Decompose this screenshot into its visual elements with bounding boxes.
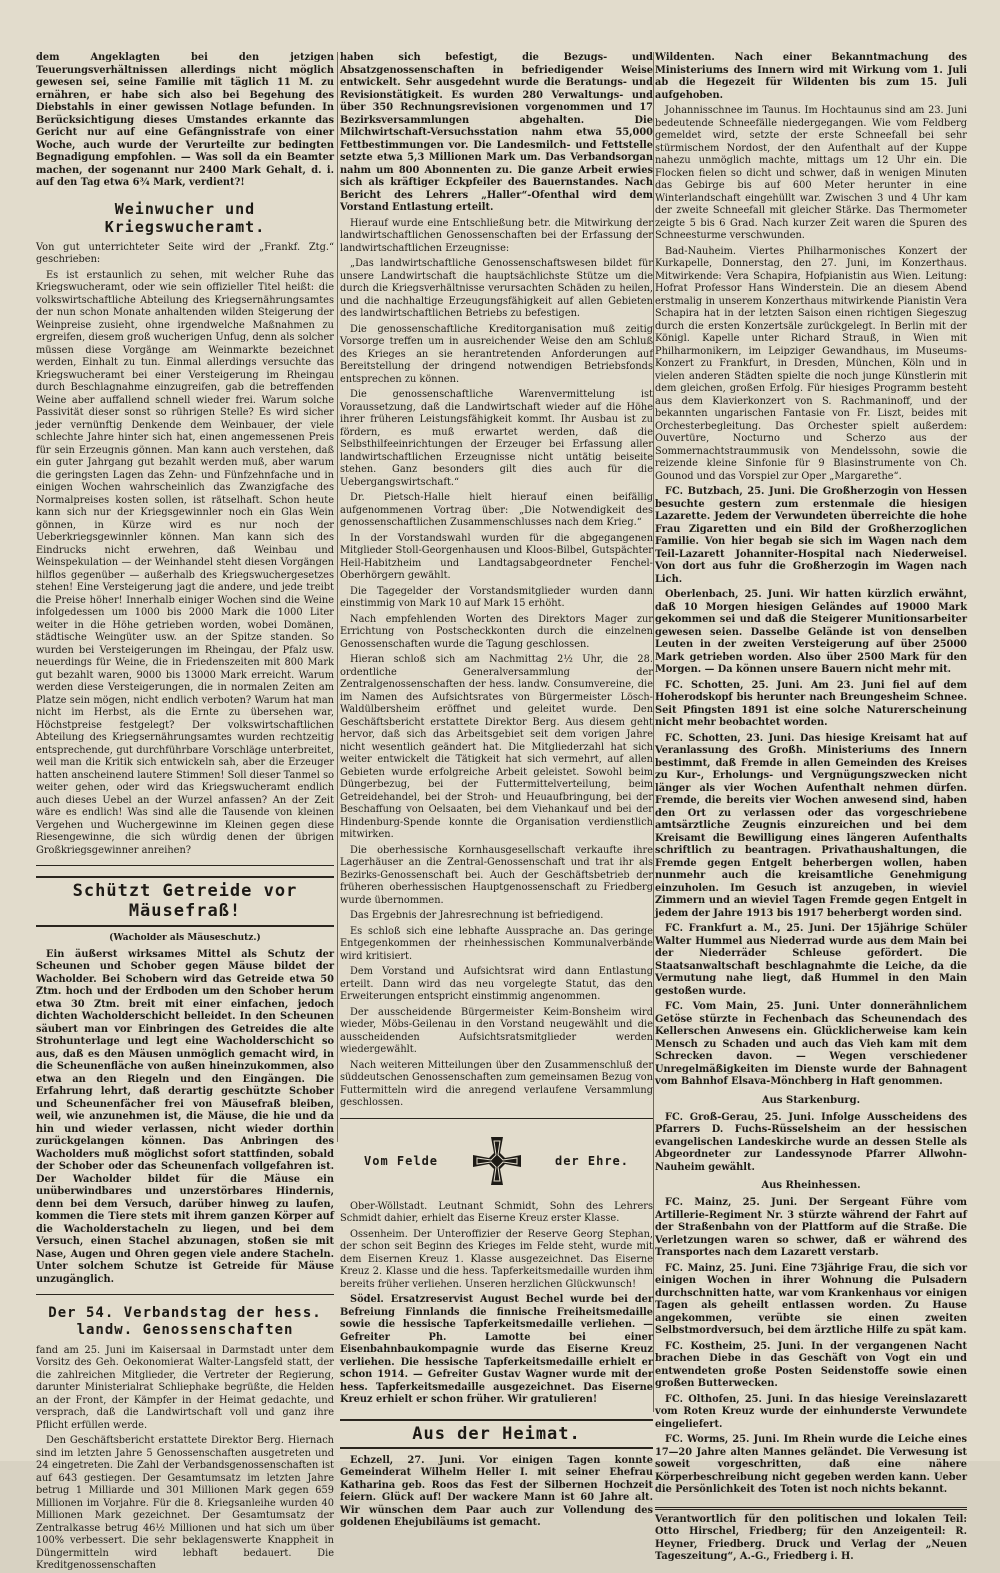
article-text: Es ist erstaunlich zu sehen, mit welcher Ruhe das Kriegswucheramt, oder wie sein offizieller Titel heißt: die volkswirtschaftliche Abteilung des Kriegsernährungsamtes der nun schon Monate anhaltenden wilden Steigerung der Weinpreise zusieht, ohne irgendwelche Maßnahmen zu ergreifen, diesem groß wucherigen Unfug, denn als solcher müssen diese Vorgänge am Weinmarkte bezeichnet werden, Einhalt zu tun. Einmal allerdings versuchte das Kriegswucheramt bei einer Versteigerung im Rheingau durch Beschlagnahme einzugreifen, gab die betreffenden Weine aber auffallend schnell wieder frei. Warum solche Passivität dieser sonst so rührigen Stelle? Es wird sicher jeder vernünftig Denkende dem Weinbauer, der viele schlechte Jahre hinter sich hat, einen angemessenen Preis für sein Erzeugnis gönnen. Man kann auch verstehen, daß ein guter Jahrgang gut bezahlt werden muß, aber warum die geringsten Lagen das Zehn- und Fünfzehnfache und in einigen Wochen wahrscheinlich das Zwanzigfache des Normalpreises kosten sollen, ist rätselhaft. Schon heute kann sich nur der Kriegsgewinnler noch ein Glas Wein gönnen, in Kürze wird es nur noch der Ueberkriegsgewinnler können. Man kann sich des Eindrucks nicht erwehren, daß Weinbau und Weinspekulation — der Weinhandel steht diesen Vorgängen hilflos gegenüber — außerhalb des Kriegswuchergesetzes stehen! Eine Versteigerung jagt die andere, und jede treibt die Preise höher! Innerhalb einiger Wochen sind die Weine infolgedessen um 1000 bis 2000 Mark die 1000 Liter weiter in die Höhe getrieben worden, wobei Domänen, städtische Weingüter usw. an der Spitze standen. So wurden bei Versteigerungen im Rheingau, der Pfalz usw. neuerdings für Weine, die in Friedenszeiten mit 800 Mark gut bezahlt waren, 9000 bis 13000 Mark erreicht. Warum werden diese Versteigerungen, die in normalen Zeiten am Platze sein mögen, nicht endlich verboten? Warum hat man nicht im Herbst, als die Ernte zu übersehen war, Höchstpreise festgelegt? Der volkswirtschaftlichen Abteilung des Kriegsernährungsamtes wurden rechtzeitig entsprechende, gut durchführbare Vorschläge unterbreitet, weil man die Kritik sich entwickeln sah, aber die Erzeuger hatten anscheinend lautere Stimmen! Soll dieser Tanmel so weiter gehen, oder wird das Kriegswucheramt endlich auch dieses Uebel an der Wurzel anfassen? An der Zeit wäre es endlich! Was sind alle die Tausende von kleinen Vergehen und Wuchergewinne im Kleinen gegen diese Riesengewinne, die sich würdig denen der übrigen Großkriegsgewinner anreihen? — [36, 269, 334, 856]
imprint: Verantwortlich für den politischen und lokalen Teil: Otto Hirschel, Friedberg; für den Anzeigenteil: R. Heyner, Friedberg. Druck und Verlag der „Neuen Tageszeitung“, A.-G., Friedberg i. H. — [655, 1513, 967, 1562]
article-text: In der Vorstandswahl wurden für die abgegangenen Mitglieder Stoll-Georgenhausen und Kloos-Bilbel, Gutspächter Heil-Habitzheim und Landtagsabgeordneter Fenchel-Oberhörgern gewählt. — [340, 532, 653, 581]
news-item: Bad-Nauheim. Viertes Philharmonisches Konzert der Kurkapelle, Donnerstag, den 27. Juni, im Konzerthaus. Mitwirkende: Vera Schapira, Hofpianistin aus Wien. Leitung: Hofrat Professor Hans Winderstein. Die an diesem Abend erstmalig in unserem Konzerthaus mitwirkende Pianistin Vera Schapira hat in der letzten Saison einen richtigen Siegeszug durch die ersten Konzertsäle zurückgelegt. In Berlin mit der Königl. Kapelle unter Richard Strauß, in Wien mit Philharmonikern, im Leipziger Gewandhaus, im Museums-Konzert zu Frankfurt, in Dresden, München, Köln und in vielen anderen Städten spielte die noch junge Künstlerin mit dem gleichen, großen Erfolg. Für hiesiges Programm besteht aus dem Klavierkonzert von S. Rachmaninoff, und der bekannten ungarischen Fantasie von Fr. Liszt, beides mit Orchesterbegleitung. Das Orchester spielt außerdem: Ouvertüre, Nocturno und Scherzo aus der Sommernachtstraummusik von Mendelssohn, sowie die reizende kleine Sinfonie für 9 Blasinstrumente von Ch. Gounod und das Vorspiel zur Oper „Margarethe“. — [655, 245, 967, 482]
subheadline: (Wacholder als Mäuseschutz.) — [109, 932, 261, 943]
news-item: FC. Worms, 25. Juni. Im Rhein wurde die Leiche eines 17—20 Jahre alten Mannes geländet. Die Verwesung ist soweit vorgeschritten, daß eine nähere Körperbeschreibung nicht gegeben werden kann. Ueber die Persönlichkeit des Toten ist noch nichts bekannt. — [655, 1434, 967, 1495]
news-item: FC. Groß-Gerau, 25. Juni. Infolge Ausscheidens des Pfarrers D. Fuchs-Rüsselsheim an der hessischen evangelischen Landeskirche wurde an dessen Stelle als Abgeordneter zur Landessynode Pfarrer Allwohn-Nauheim gewählt. — [655, 1111, 967, 1173]
section-rule — [36, 865, 334, 866]
article-text: Nach weiteren Mitteilungen über den Zusammenschluß der süddeutschen Genossenschaften zum gemeinsamen Bezug von Futtermitteln wird die anregend verlaufene Versammlung geschlossen. — [340, 1059, 653, 1108]
column-middle — [340, 52, 653, 1529]
news-item: FC. Olthofen, 25. Juni. In das hiesige Vereinslazarett vom Roten Kreuz wurde der einhunderste Verwundete eingeliefert. — [655, 1393, 967, 1430]
news-item: Wildenten. Nach einer Bekanntmachung des Ministeriums des Innern wird mit Wirkung vom 1. Juli ab die Hegezeit für Wildenten bis zum 15. Juli aufgehoben. — [655, 52, 967, 101]
article-text: „Das landwirtschaftliche Genossenschaftswesen bildet für unsere Landwirtschaft die hauptsächlichste Stütze um die durch die Kriegsverhältnisse verursachten Schäden zu heilen, und die nachhaltige Erzeugungsfähigkeit auf allen Gebieten des landwirtschaftlichen Betriebs zu befestigen. — [340, 258, 653, 319]
news-item: Oberlenbach, 25. Juni. Wir hatten kürzlich erwähnt, daß 10 Morgen hiesigen Geländes auf 19000 Mark gekommen sei und daß die Steigerer Munitionsarbeiter gewesen seien. Dasselbe Gelände ist von denselben Leuten in der zweiten Versteigerung auf über 25000 Mark getrieben worden. Also über 2500 Mark für den Morgen. — Da können unsere Bauern nicht mehr mit. — [655, 589, 967, 675]
article-text: Von gut unterrichteter Seite wird der „Frankf. Ztg.“ geschrieben: — [36, 241, 334, 265]
ehre-title-right: der Ehre. — [554, 1153, 629, 1168]
news-item: FC. Mainz, 25. Juni. Eine 73jährige Frau, die sich vor einigen Wochen in ihrer Wohnung die Pulsadern durchschnitten hatte, war vom Krankenhaus vor einigen Tagen als geheilt entlassen worden. Zu Hause angekommen, verübte sie einen zweiten Selbstmordversuch, bei dem ärztliche Hilfe zu spät kam. — [655, 1262, 967, 1336]
article-text: fand am 25. Juni im Kaisersaal in Darmstadt unter dem Vorsitz des Geh. Oekonomierat Walter-Langsfeld statt, der die zahlreichen Mitglieder, die Vertreter der Regierung, darunter Ministerialrat Schliephake begrüßte, die Helden an der Front, der Kämpfer in der Heimat gedachte, und versprach, daß die Landwirtschaft voll und ganz ihre Pflicht erfüllen werde. — [36, 1344, 334, 1431]
article-text: Das Ergebnis der Jahresrechnung ist befriedigend. — [350, 910, 604, 921]
news-item: FC. Schotten, 25. Juni. Am 23. Juni fiel auf dem Hoherodskopf bis herunter nach Breungesheim Schnee. Seit Pfingsten 1891 ist eine solche Naturerscheinung nicht mehr beobachtet worden. — [655, 679, 967, 728]
article-text: Dr. Pietsch-Halle hielt hierauf einen beifällig aufgenommenen Vortrag über: „Die Notwendigkeit des genossenschaftlichen Zusammenschlusses nach dem Krieg.“ — [340, 492, 653, 528]
section-heading-starkenburg: Aus Starkenburg. — [761, 1094, 861, 1106]
article-text: Dem Vorstand und Aufsichtsrat wird dann Entlastung erteilt. Dann wird das neu vorgelegte Statut, das den Erweiterungen entspricht einstimmig angenommen. — [340, 966, 653, 1002]
article-text: Die genossenschaftliche Warenvermittelung ist Voraussetzung, daß die Landwirtschaft wieder auf die Höhe ihrer früheren Leistungsfähigkeit kommt. Ihr Ausbau ist zu fördern, es muß erwartet werden, daß die Selbsthilfeeinrichtungen der Erzeuger bei Erfassung aller landwirtschaftlichen Erzeugnisse nicht untätig beiseite stehen. Ganz besonders gilt dies auch für die Uebergangswirtschaft.“ — [340, 389, 653, 488]
article-text: Ein äußerst wirksames Mittel als Schutz der Scheunen und Schober gegen Mäuse bildet der Wacholder. Bei Schobern wird das Getreide etwa 50 Ztm. hoch und der Erdboden um den Schober herum etwa 30 Ztm. breit mit einer einfachen, jedoch dichten Wacholderschicht belleidet. In den Scheunen säubert man vor Einbringen des Getreides die alte Strohunterlage und legt eine Wacholderschicht so aus, daß es den Mäusen unmöglich gemacht wird, in die Scheunenfläche von außen hineinzukommen, also etwa an den Riegeln und den Eingängen. Die Erfahrung lehrt, daß derartig geschützte Schober und Scheunenfächer frei von Mäusefraß bleiben, weil, wie anzunehmen ist, die Mäuse, die hie und da hin und wieder verlassen, nicht wieder dorthin zurückgelangen können. Das Anbringen des Wacholders muß möglichst sofort stattfinden, sobald der Schober oder das Scheunenfach vollgefahren ist. Der Wacholder bildet für die Mäuse ein unüberwindbares und unzerstörbares Hindernis, denn bei dem Versuch, darüber hinweg zu laufen, kommen die Tiere stets mit ihrem ganzen Körper auf die Wacholderstacheln zu liegen, und bei dem Versuch, einen Stachel abzunagen, stoßen sie mit Nase, Augen und Ohren gegen viele andere Stacheln. Unter solchem Schutze ist Getreide für Mäuse unzugänglich. — [36, 948, 334, 1285]
article-text: Den Geschäftsbericht erstattete Direktor Berg. Hiernach sind im letzten Jahre 5 Genossenschaften ausgetreten und 24 eingetreten. Die Zahl der Verbandsgenossenschaften ist auf 643 gestiegen. Der Gesamtumsatz im letzten Jahre betrug 1 Milliarde und 301 Millionen Mark gegen 659 Millionen im Vorjahre. Für die 8. Kriegsanleihe wurden 40 Millionen Mark gezeichnet. Der Gesamtumsatz der Zentralkasse betrug 46½ Millionen und hat sich um über 100% verbessert. Die sehr beklagenswerte Knappheit in Düngermitteln wird lebhaft bedauert. Die Kreditgenossenschaften — [36, 1435, 334, 1572]
article-text: Der ausscheidende Bürgermeister Keim-Bonsheim wird wieder, Möbs-Geilenau in den Vorstand neugewählt und die ausscheidenden Aufsichtsratsmitglieder werden wiedergewählt. — [340, 1006, 653, 1055]
headline-schuetzt-getreide: Schützt Getreide vor Mäusefraß! — [36, 876, 334, 927]
headline-aus-der-heimat: Aus der Heimat. — [340, 1419, 653, 1449]
news-item: FC. Mainz, 25. Juni. Der Sergeant Führe vom Artillerie-Regiment Nr. 3 stürzte während der Fahrt auf der Straßenbahn von der Plattform auf die Straße. Die Verletzungen waren so schwer, daß er während des Transportes nach dem Lazarett verstarb. — [655, 1197, 967, 1258]
article-text: haben sich befestigt, die Bezugs- und Absatzgenossenschaften in befriedigender Weise entwickelt. Sehr ausgedehnt wurde die Beratungs- und Revisionstätigkeit. Es wurden 280 Verwaltungs- und über 350 Rechnungsrevisionen vorgenommen und 17 Bezirksversammlungen abgehalten. Die Milchwirtschaft-Versuchsstation nahm etwa 55,000 Fettbestimmungen vor. Die Landesmilch- und Fettstelle setzte etwa 5,3 Millionen Mark um. Das Verbandsorgan nahm um 800 Abonnenten zu. Die ganze Arbeit erwies sich als kräftiger Eckpfeiler des Bauernstandes. Nach Bericht des Lehrers „Haller“-Ofenthal wird dem Vorstand Entlastung erteilt. — [340, 52, 653, 213]
news-item: FC. Vom Main, 25. Juni. Unter donnerähnlichem Getöse stürzte in Fechenbach das Scheunendach des Kellerschen Anwesens ein. Glücklicherweise kam kein Mensch zu Schaden und auch das Vieh kam mit dem Schrecken davon. — Wegen verschiedener Unregelmäßigkeiten im Dienste wurde der Bahnagent vom Bahnhof Elsava-Mönchberg in Haft genommen. — [655, 1001, 967, 1087]
headline-verbandstag: Der 54. Verbandstag der hess. landw. Genossenschaften — [48, 1305, 322, 1339]
ehre-title-left: Vom Felde — [364, 1153, 439, 1168]
article-text: Ober-Wöllstadt. Leutnant Schmidt, Sohn des Lehrers Schmidt dahier, erhielt das Eiserne Kreuz erster Klasse. — [340, 1200, 653, 1224]
iron-cross-icon — [471, 1135, 523, 1187]
column-divider — [653, 52, 654, 1412]
article-text: Die oberhessische Kornhausgesellschaft verkaufte ihre Lagerhäuser an die Zentral-Genossenschaft und trat ihr als Bezirks-Genossenschaft bei. Auch der Geschäftsbetrieb der früheren oberhessischen Hauptgenossenschaft zu Friedberg wurde übernommen. — [340, 844, 653, 906]
article-text: Nach empfehlenden Worten des Direktors Mager zur Errichtung von Postscheckkonten durch die einzelnen Genossenschaften wurde die Tagung geschlossen. — [340, 613, 653, 650]
article-text: dem Angeklagten bei den jetzigen Teuerungsverhältnissen allerdings nicht möglich gewesen sei, seine Familie mit täglich 11 M. zu ernähren, er habe sich also bei Begehung des Diebstahls in einer gewissen Notlage befunden. In Berücksichtigung dieses Umstandes erkannte das Gericht nur auf eine Gefängnisstrafe von einer Woche, auch wurde der Verurteilte zur bedingten Begnadigung empfohlen. — Was soll da ein Beamter machen, der sogenannt nur 2400 Mark Gehalt, d. i. auf den Tag etwa 6¾ Mark, verdient?! — [36, 52, 334, 188]
article-text: Hieran schloß sich am Nachmittag 2½ Uhr, die 28. ordentliche Generalversammlung der Zentralgenossenschaften der hess. landw. Consumvereine, die im Namen des Aufsichtsrates von Bürgermeister Lösch-Waldülbersheim eröffnet und geleitet wurde. Den Geschäftsbericht erstattete Direktor Berg. Aus diesem geht hervor, daß sich das Arbeitsgebiet seit dem vorigen Jahre nicht wesentlich geändert hat. Die Mitgliederzahl hat sich weiter entwickelt die Tätigkeit hat sich vermehrt, auf allen Gebieten wurde erfolgreiche Arbeit geleistet. Sowohl beim Düngerbezug, bei der Futtermittelverteilung, beim Getreidehandel, bei der Stroh- und Heuaufbringung, bei der Beschaffung von Oelsaaten, bei dem Viehankauf und bei der Hindenburg-Spende konnte die Organisation verdienstlich mitwirken. — [340, 654, 653, 840]
article-text: Ossenheim. Der Unteroffizier der Reserve Georg Stephan, der schon seit Beginn des Krieges im Felde steht, wurde mit dem Eisernen Kreuz 1. Klasse ausgezeichnet. Das Eiserne Kreuz 2. Klasse und die hess. Tapferkeitsmedaille wurden ihm bereits früher verliehen. Unseren herzlichen Glückwunsch! — [340, 1228, 653, 1290]
article-text: Es schloß sich eine lebhafte Aussprache an. Das geringe Entgegenkommen der rheinhessischen Kommunalverbände wird kritisiert. — [340, 925, 653, 962]
news-item: FC. Kostheim, 25. Juni. In der vergangenen Nacht brachen Diebe in das Geschäft von Vogt ein und entwendeten große Posten Seidenstoffe sowie einen großen Butterwecken. — [655, 1340, 967, 1389]
news-item: FC. Butzbach, 25. Juni. Die Großherzogin von Hessen besuchte gestern zum erstenmale die hiesigen Lazarette. Jedem der Verwundeten überreichte die hohe Frau Zigaretten und ein Bild der Großherzoglichen Familie. Von hier begab sie sich im Wagen nach dem Teil-Lazarett Johanniter-Hospital nach Niederweisel. Von dort aus fuhr die Großherzogin im Wagen nach Lich. — [655, 486, 967, 585]
article-text: Hierauf wurde eine Entschließung betr. die Mitwirkung der landwirtschaftlichen Genossenschaften bei der Erfassung der landwirtschaftlichen Erzeugnisse: — [340, 217, 653, 254]
article-text: Echzell, 27. Juni. Vor einigen Tagen konnte Gemeinderat Wilhelm Heller I. mit seiner Ehefrau Katharina geb. Roos das Fest der Silbernen Hochzeit feiern. Glück auf! Der wackere Mann ist 60 Jahre alt. Wir wünschen dem Paar auch zur Vollendung des goldenen Ehejubiläums ist gemacht. — [340, 1454, 653, 1529]
section-heading-rheinhessen: Aus Rheinhessen. — [761, 1180, 861, 1191]
article-text: Södel. Ersatzreservist August Bechel wurde bei der Befreiung Finnlands die finnische Freiheitsmedaille sowie die hessische Tapferkeitsmedaille verliehen. — Gefreiter Ph. Lamotte bei einer Eisenbahnbaukompagnie wurde das Eiserne Kreuz verliehen. Die hessische Tapferkeitsmedaille erhielt er schon 1914. — Gefreiter Gustav Wagner wurde mit der hess. Tapferkeitsmedaille ausgezeichnet. Das Eiserne Kreuz erhielt er schon früher. Wir gratulieren! — [340, 1294, 653, 1405]
news-item: Johannisschnee im Taunus. Im Hochtaunus sind am 23. Juni bedeutende Schneefälle niedergegangen. Wie vom Feldberg gemeldet wird, setzte der erste Schneefall bei sehr stürmischem Nordost, der den Aufenthalt auf der Kuppe nahezu unmöglich machte, mittags um 12 Uhr ein. Die Flocken fielen so dicht und schwer, daß in wenigen Minuten das Gebirge bis auf 600 Meter herunter in eine Winterlandschaft eingehüllt war. Zwischen 3 und 4 Uhr kam der zweite Schneefall mit gleicher Stärke. Das Thermometer zeigte 5 bis 6 Grad. Nach kurzer Zeit waren die Spuren des Schneesturme verschwunden. — [655, 105, 967, 241]
column-divider — [337, 52, 338, 1142]
column-left — [36, 52, 334, 1572]
news-item: FC. Frankfurt a. M., 25. Juni. Der 15jährige Schüler Walter Hummel aus Niederrad wurde aus dem Main bei der Niederräder Schleuse gefördert. Die Staatsanwaltschaft beschlagnahmte die Leiche, da die Vermutung nahe liegt, daß Hummel in den Main gestoßen wurde. — [655, 923, 967, 997]
article-text: Die Tagegelder der Vorstandsmitglieder wurden dann einstimmig von Mark 10 auf Mark 15 erhöht. — [340, 585, 653, 609]
article-text: Die genossenschaftliche Kreditorganisation muß zeitig Vorsorge treffen um in ausreichender Weise den am Schluß des Krieges an sie herantretenden Anforderungen auf Bereitstellung der dringend notwendigen Betriebsfonds entsprechen zu können. — [340, 323, 653, 385]
section-rule — [340, 1118, 653, 1119]
vom-felde-der-ehre-header — [340, 1135, 653, 1187]
imprint-rule — [655, 1507, 967, 1510]
headline-weinwucher: Weinwucher und Kriegswucheramt. — [104, 199, 266, 236]
news-item: FC. Schotten, 23. Juni. Das hiesige Kreisamt hat auf Veranlassung des Großh. Ministeriums des Innern bestimmt, daß Fremde in allen Gemeinden des Kreises zu Kur-, Erholungs- und Vergnügungszwecken nicht länger als vier Wochen Aufenthalt nehmen dürfen. Fremde, die bereits vier Wochen anwesend sind, haben den Ort zu verlassen oder das vorgeschriebene amtsärztliche Zeugnis einzureichen und bei dem Kreisamt die Bewilligung eines längeren Aufenthalts schriftlich zu beantragen. Privathaushaltungen, die Fremde gegen Entgelt beherbergen wollen, haben nunmehr auch die kreisamtliche Genehmigung einzuholen. Im Gesuch ist anzugeben, in wieviel Zimmern und an wieviel Tagen Fremde gegen Entgelt in jedem der Jahre 1913 bis 1917 beherbergt worden sind. — [655, 732, 967, 919]
column-right — [655, 52, 967, 1562]
section-rule — [36, 1294, 334, 1295]
